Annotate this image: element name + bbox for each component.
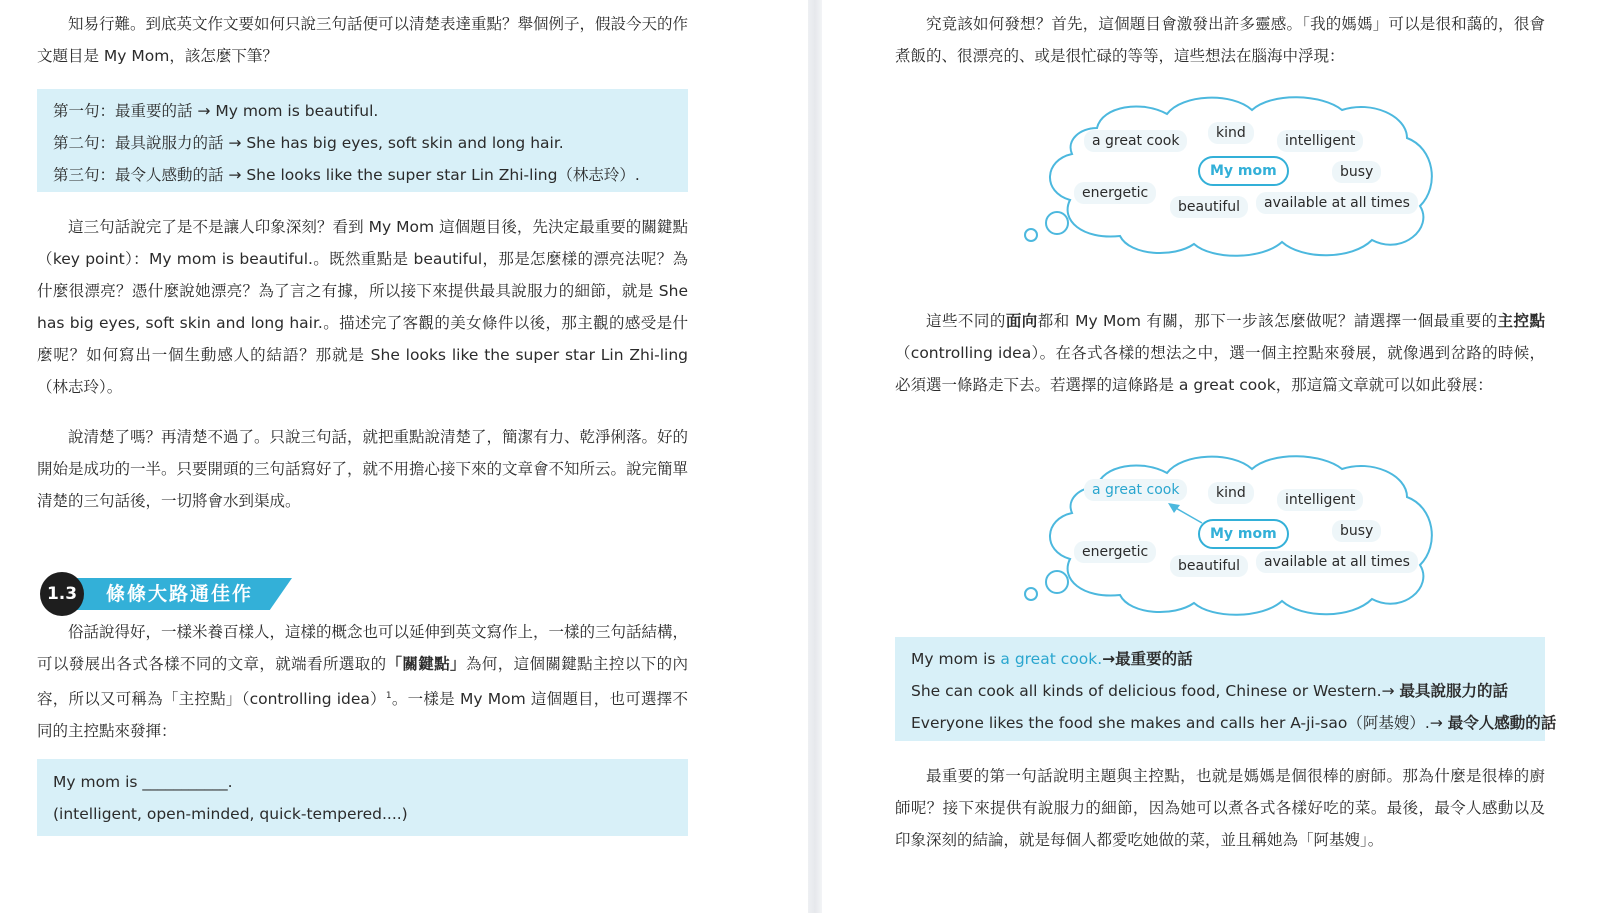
left-paragraph-4 [37,616,688,747]
example-sentence-1: 第一句：最重要的話 → My mom is beautiful. [53,102,379,120]
example-line-3 [911,707,1557,739]
line1-label: →最重要的話 [1102,650,1193,668]
section-title: 條條大路通佳作 [106,583,254,605]
line2-label: 最具說服力的話 [1399,682,1508,700]
example-line-2 [911,675,1529,707]
right-page [822,0,1621,913]
cloud-word-energetic: energetic [1074,541,1156,563]
line1-text: My mom is [911,650,1001,668]
example-sentence-2: 第二句：最具說服力的話 → She has big eyes, soft skin and long hair. [53,134,564,152]
cloud-word-beautiful: beautiful [1170,196,1248,218]
para2-text-a: 這些不同的 [926,312,1006,330]
brainstorm-cloud-2 [1002,447,1442,619]
cloud-word-great-cook: a great cook [1084,130,1187,152]
para4-text-c: 。一樣是 My Mom 這個題目，也可選擇不同的主控點來發揮： [37,690,688,741]
left-page [0,0,808,913]
footnote-marker: 1 [385,691,392,701]
cloud-word-intelligent: intelligent [1277,489,1363,511]
controlling-point-term: 主控點 [1497,312,1545,330]
line2-text: She can cook all kinds of delicious food, Chinese or Western.→ [911,682,1400,700]
cloud-word-energetic: energetic [1074,182,1156,204]
example-sentence-3: 第三句：最令人感動的話 → She looks like the super star Lin Zhi-ling（林志玲）. [53,166,640,184]
book-gutter [808,0,822,913]
left-paragraph-2: 這三句話說完了是不是讓人印象深刻？看到 My Mom 這個題目後，先決定最重要的關鍵點（key point）：My mom is beautiful.。既然重點是 beautiful，那是怎麼樣的漂亮法呢？為什麼很漂亮？憑什麼說她漂亮？為了言之有據，所以接下來提供最具說服力的細節，就是 She has big eyes, soft skin and long hair.。描述完了客觀的美女條件以後，那主觀的感受是什麼呢？如何寫出一個生動感人的結語？那就是 She looks like the super star Lin Zhi-ling（林志玲）。 [37,218,688,396]
aspect-term: 面向 [1005,312,1038,330]
cloud-word-busy: busy [1332,520,1381,542]
key-point-term: 「關鍵點」 [386,655,466,673]
cloud-word-kind: kind [1208,482,1254,504]
line3-text: Everyone likes the food she makes and calls her A-ji-sao（阿基嫂）.→ [911,714,1448,732]
cloud-word-available: available at all times [1256,192,1418,214]
left-paragraph-3: 說清楚了嗎？再清楚不過了。只說三句話，就把重點說清楚了，簡潔有力、乾淨俐落。好的開始是成功的一半。只要開頭的三句話寫好了，就不用擔心接下來的文章會不知所云。說完簡單清楚的三句話後，一切將會水到渠成。 [37,428,689,510]
para4-text-b: 為何，這個關鍵點主控以下的內容，所以又可稱為「主控點」（controlling idea） [37,655,688,709]
right-paragraph-1: 究竟該如何發想？首先，這個題目會激發出許多靈感。「我的媽媽」可以是很和藹的，很會煮飯的、很漂亮的、或是很忙碌的等等，這些想法在腦海中浮現： [895,15,1545,65]
section-header [40,572,300,618]
right-paragraph-3: 最重要的第一句話說明主題與主控點，也就是媽媽是個很棒的廚師。那為什麼是很棒的廚師呢？接下來提供有說服力的細節，因為她可以煮各式各樣好吃的菜。最後，最令人感動以及印象深刻的結論，就是每個人都愛吃她做的菜，並且稱她為「阿基嫂」。 [895,767,1545,849]
cloud-word-great-cook-selected: a great cook [1084,479,1187,501]
cloud-word-kind: kind [1208,122,1254,144]
fill-in-sentence: My mom is ___________. [53,773,233,791]
para2-text-b: 都和 My Mom 有關，那下一步該怎麼做呢？請選擇一個最重要的 [1037,312,1498,330]
cloud-word-beautiful: beautiful [1170,555,1248,577]
cloud-word-busy: busy [1332,161,1381,183]
line3-label: 最令人感動的話 [1447,714,1557,732]
controlling-idea-highlight: a great cook. [1000,650,1103,668]
fill-in-options: (intelligent, open-minded, quick-tempered....) [53,805,408,823]
cloud-word-intelligent: intelligent [1277,130,1363,152]
cloud-center-my-mom: My mom [1198,156,1289,186]
para4-text-a: 俗話說得好，一樣米養百樣人，這樣的概念也可以延伸到英文寫作上，一樣的三句話結構，可以發展出各式各樣不同的文章，就端看所選取的 [37,623,689,673]
para2-text-c: （controlling idea）。在各式各樣的想法之中，選一個主控點來發展，就像遇到岔路的時候，必須選一條路走下去。若選擇的這條路是 a great cook，那這篇文章就可以如此發展： [895,344,1545,394]
section-number-badge: 1.3 [40,572,84,616]
brainstorm-cloud-1 [1002,88,1442,260]
cloud-center-my-mom: My mom [1198,519,1289,549]
cloud-word-available: available at all times [1256,551,1418,573]
three-sentence-example-box [37,89,688,192]
example-line-1 [911,643,1529,675]
fill-in-example-box [37,759,688,836]
great-cook-example-box [895,637,1557,741]
right-paragraph-2 [895,305,1545,401]
left-paragraph-1: 知易行難。到底英文作文要如何只說三句話便可以清楚表達重點？舉個例子，假設今天的作文題目是 My Mom，該怎麼下筆？ [37,15,689,65]
